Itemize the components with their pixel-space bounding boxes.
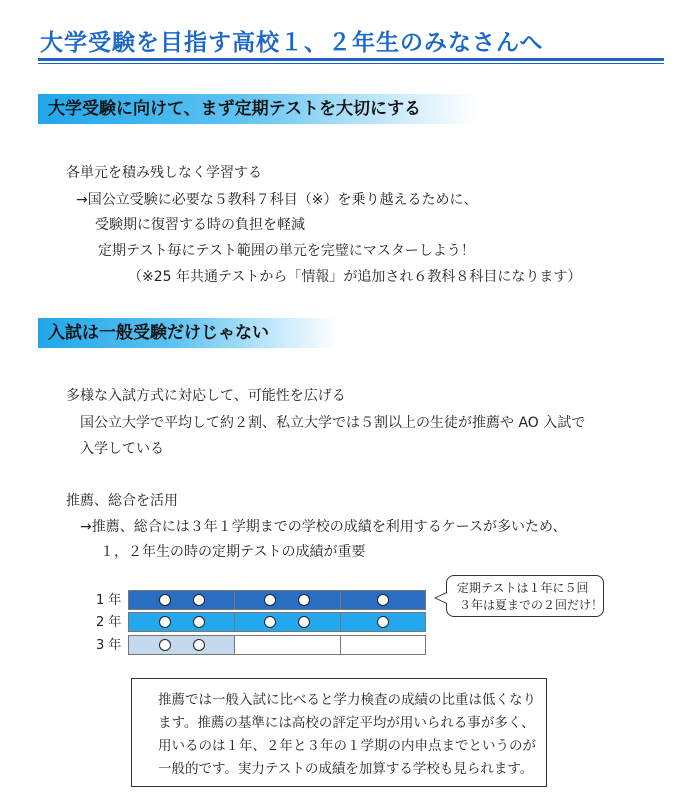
note-line-4: 一般的です。実力テストの成績を加算する学校も見られます。	[158, 761, 534, 777]
term-cell	[340, 613, 425, 631]
section2-line-1: 多様な入試方式に対応して、可能性を広げる	[66, 388, 346, 404]
row-label-year1: 1 年	[96, 593, 122, 608]
section2-line-4: →推薦、総合には３年１学期までの学校の成績を利用するケースが多いため、	[80, 519, 567, 535]
section1-note: （※25 年共通テストから「情報」が追加され６教科８科目になります）	[128, 269, 582, 285]
term-cell	[340, 636, 425, 654]
title-underline	[38, 58, 664, 61]
schedule-row-year3	[128, 635, 426, 655]
section1-line-1: 各単元を積み残しなく学習する	[66, 165, 262, 181]
term-cell	[234, 636, 339, 654]
note-line-2: ます。推薦の基準には高校の評定平均が用いられる事が多く、	[158, 715, 535, 731]
section1-line-4: 定期テスト毎にテスト範囲の単元を完璧にマスターしよう！	[98, 243, 475, 259]
section2-line-2: 国公立大学で平均して約２割、私立大学では５割以上の生徒が推薦や AO 入試で	[80, 415, 586, 431]
note-line-3: 用いるのは１年、２年と３年の１学期の内申点までというのが	[158, 738, 536, 754]
term-cell	[129, 591, 234, 609]
test-circle-icon	[298, 616, 310, 628]
section-heading-regular-tests: 大学受験に向けて、まず定期テストを大切にする	[38, 94, 478, 124]
section2-line-5: １，２年生の時の定期テストの成績が重要	[100, 544, 366, 560]
test-circle-icon	[377, 594, 389, 606]
test-circle-icon	[193, 594, 205, 606]
test-circle-icon	[159, 616, 171, 628]
test-circle-icon	[193, 639, 205, 651]
test-circle-icon	[159, 639, 171, 651]
bubble-tail-fill	[436, 593, 447, 603]
term-cell	[129, 636, 234, 654]
note-line-1: 推薦では一般入試に比べると学力検査の成績の比重は低くなり	[158, 692, 536, 708]
bubble-line-2: ３年は夏までの２回だけ！	[459, 598, 604, 612]
schedule-row-year1	[128, 590, 426, 610]
term-cell	[234, 591, 339, 609]
term-cell	[340, 591, 425, 609]
bubble-line-1: 定期テストは１年に５回	[457, 581, 589, 595]
schedule-row-year2	[128, 612, 426, 632]
test-circle-icon	[193, 616, 205, 628]
test-circle-icon	[298, 594, 310, 606]
row-label-year2: 2 年	[96, 615, 122, 630]
section1-line-3: 受験期に復習する時の負担を軽減	[95, 217, 305, 233]
speech-bubble	[446, 575, 604, 617]
term-cell	[234, 613, 339, 631]
term-cell	[129, 613, 234, 631]
test-circle-icon	[159, 594, 171, 606]
test-circle-icon	[377, 616, 389, 628]
page-title: 大学受験を目指す高校１、２年生のみなさんへ	[40, 30, 544, 56]
test-circle-icon	[264, 616, 276, 628]
section2-line-3: 入学している	[80, 441, 164, 457]
recommendation-note-box	[131, 678, 547, 787]
section-heading-admissions: 入試は一般受験だけじゃない	[38, 318, 338, 348]
section1-line-2: →国公立受験に必要な５教科７科目（※）を乗り越えるために、	[76, 192, 478, 208]
section2-subheading: 推薦、総合を活用	[66, 493, 178, 509]
title-underline-thin	[38, 63, 664, 64]
test-circle-icon	[264, 594, 276, 606]
row-label-year3: 3 年	[96, 638, 122, 653]
